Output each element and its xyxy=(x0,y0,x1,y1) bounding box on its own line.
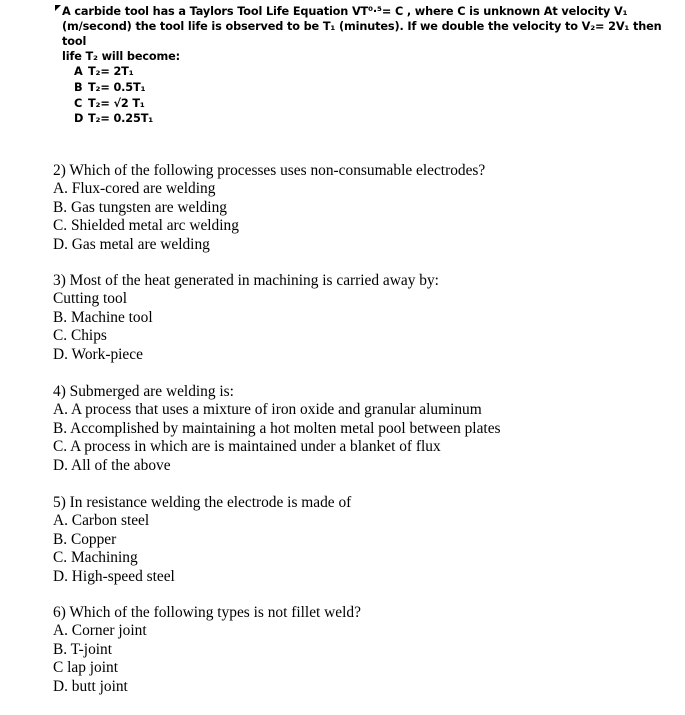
option-b: B. Gas tungsten are welding xyxy=(53,198,227,216)
question-1-stem-line-2: (m/second) the tool life is observed to be T₁ (minutes). If we double the velocity to V₂= 2V₁ then tool xyxy=(62,20,662,48)
question-1-option-b: B T₂= 0.5T₁ xyxy=(74,80,146,94)
question-1-option-c: C T₂= √2 T₁ xyxy=(74,96,145,110)
option-c: C. Machining xyxy=(53,549,138,567)
question-stem: 6) Which of the following types is not fillet weld? xyxy=(53,604,361,621)
option-b: B. Copper xyxy=(53,530,117,548)
corner-mark-icon xyxy=(55,5,61,11)
option-b: B. Accomplished by maintaining a hot molten metal pool between plates xyxy=(53,419,501,437)
option-d: D. Gas metal are welding xyxy=(53,235,210,253)
option-d: D. butt joint xyxy=(53,677,128,695)
question-5 xyxy=(53,494,653,586)
question-stem: 3) Most of the heat generated in machining is carried away by: xyxy=(53,272,439,289)
option-a: Cutting tool xyxy=(53,290,127,308)
question-1-option-d: D T₂= 0.25T₁ xyxy=(74,112,154,126)
option-c: C. Shielded metal arc welding xyxy=(53,217,239,235)
option-d: D. Work-piece xyxy=(53,345,143,363)
option-d: D. All of the above xyxy=(53,456,171,474)
question-1-stem-line-3: life T₂ will become: xyxy=(62,50,180,63)
option-a: A. Carbon steel xyxy=(53,512,150,530)
option-d: D. High-speed steel xyxy=(53,567,175,585)
option-b: B. Machine tool xyxy=(53,308,153,326)
question-stem: 4) Submerged are welding is: xyxy=(53,383,234,400)
option-a: A. Corner joint xyxy=(53,622,147,640)
question-4 xyxy=(53,383,653,475)
option-a: A. A process that uses a mixture of iron oxide and granular aluminum xyxy=(53,401,482,419)
option-c: C. A process in which are is maintained under a blanket of flux xyxy=(53,438,441,456)
option-a: A. Flux-cored are welding xyxy=(53,180,216,198)
question-stem: 5) In resistance welding the electrode is made of xyxy=(53,494,352,511)
question-6 xyxy=(53,604,653,696)
option-c: C. Chips xyxy=(53,327,107,345)
option-b: B. T-joint xyxy=(53,640,113,658)
question-1 xyxy=(62,4,662,127)
question-1-option-a: A T₂= 2T₁ xyxy=(74,65,134,78)
question-3 xyxy=(53,272,653,364)
question-1-options xyxy=(74,64,662,127)
question-stem: 2) Which of the following processes uses non-consumable electrodes? xyxy=(53,162,486,179)
question-1-stem-line-1: A carbide tool has a Taylors Tool Life Equation VT⁰·⁵= C , where C is unknown At velocity V₁ xyxy=(62,5,628,18)
question-2 xyxy=(53,162,653,254)
option-c: C lap joint xyxy=(53,659,118,677)
